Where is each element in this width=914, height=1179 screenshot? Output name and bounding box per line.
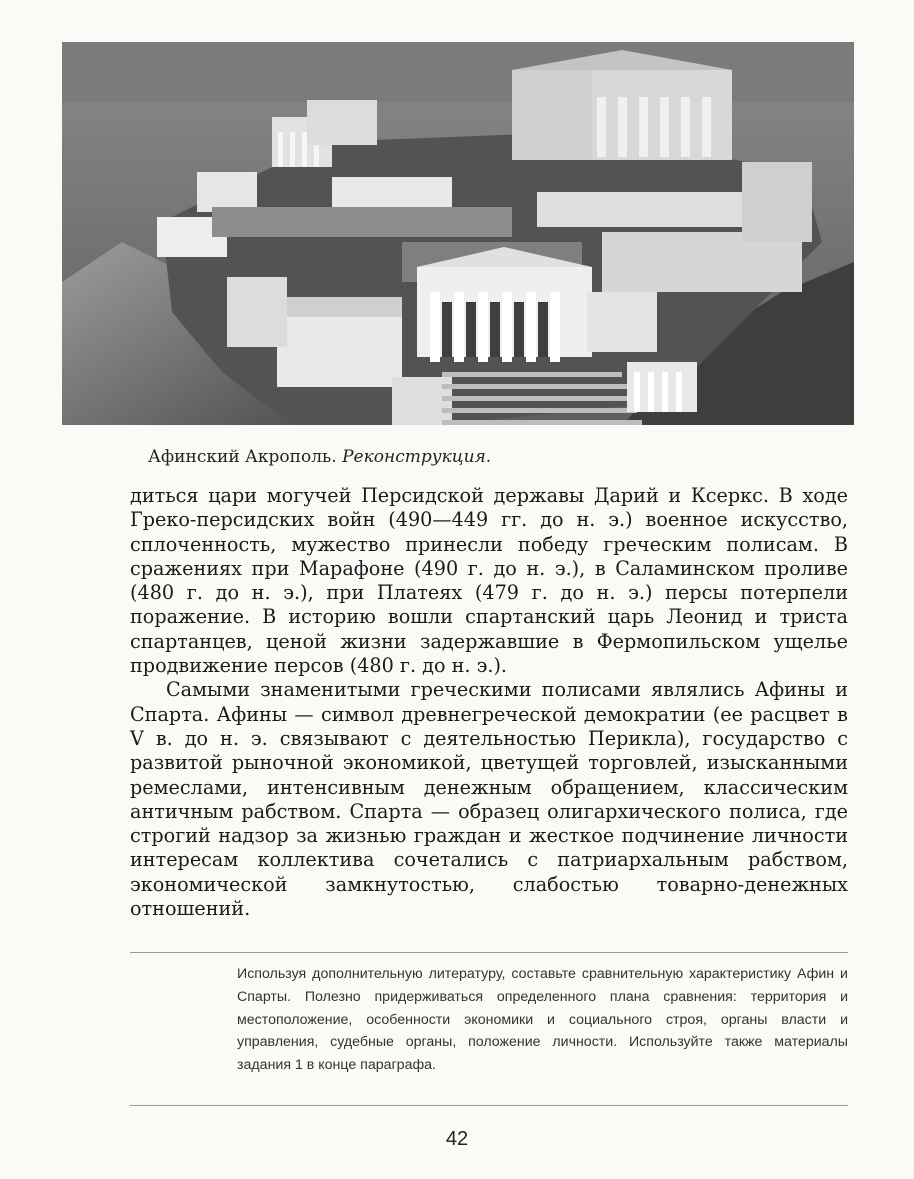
- task-box: Используя дополнительную литературу, составьте сравнительную характеристику Афин и Спарты. Полезно придерживаться определенного плана сравнения: территория и местоположение, особенности экономики и социального строя, органы власти и управления, судебные органы, положение личности. Используйте также материалы задания 1 в конце параграфа.: [237, 966, 848, 1074]
- acropolis-model-illustration: [62, 42, 854, 425]
- caption-note: Реконструкция.: [342, 447, 492, 467]
- figure-caption: [148, 447, 491, 467]
- page-number: 42: [445, 1128, 469, 1150]
- main-text: [130, 484, 848, 921]
- paragraph-1: диться цари могучей Персидской державы Дарий и Ксеркс. В ходе Греко-персидских войн (490—449 гг. до н. э.) военное искусство, сплоченность, мужество принесли победу греческим полисам. В сражениях при Марафоне (490 г. до н. э.), в Саламинском проливе (480 г. до н. э.), при Платеях (479 г. до н. э.) персы потерпели поражение. В историю вошли спартанский царь Леонид и триста спартанцев, ценой жизни задержавшие в Фермопильском ущелье продвижение персов (480 г. до н. э.).: [130, 484, 848, 678]
- task-divider-bottom: [130, 1105, 848, 1106]
- caption-title: Афинский Акрополь.: [148, 447, 337, 467]
- task-divider-top: [130, 952, 848, 953]
- paragraph-2: Самыми знаменитыми греческими полисами являлись Афины и Спарта. Афины — символ древнегреческой демократии (ее расцвет в V в. до н. э. связывают с деятельностью Перикла), государство с развитой рыночной экономикой, цветущей торговлей, изысканными ремеслами, интенсивным денежным обращением, классическим античным рабством. Спарта — образец олигархического полиса, где строгий надзор за жизнью граждан и жесткое подчинение личности интересам коллектива сочетались с патриархальным рабством, экономической замкнутостью, слабостью товарно-денежных отношений.: [130, 678, 848, 921]
- acropolis-photo: [62, 42, 854, 425]
